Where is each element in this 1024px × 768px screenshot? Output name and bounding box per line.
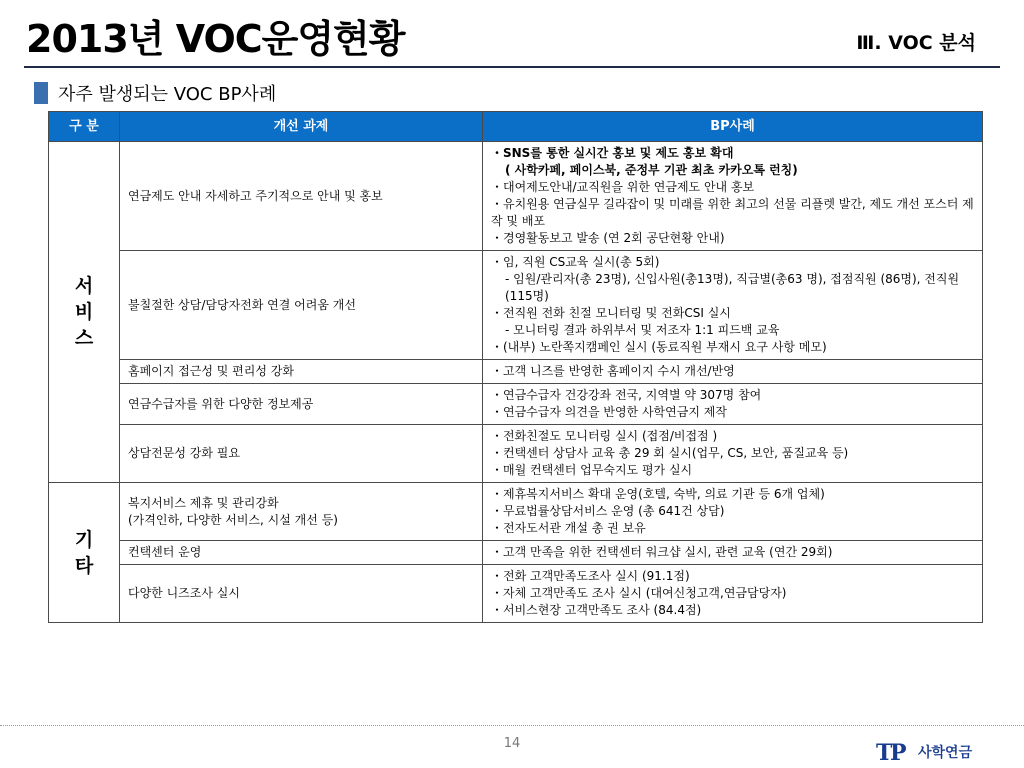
bp-line: ・전자도서관 개설 총 권 보유 — [491, 521, 646, 535]
task-line: 복지서비스 제휴 및 관리강화 — [128, 495, 279, 510]
category-cell — [49, 483, 120, 623]
category-char: 서 — [74, 275, 94, 297]
voc-bp-table — [48, 111, 983, 623]
bullet-square-icon — [34, 82, 48, 104]
bp-cell — [483, 251, 983, 360]
title-divider — [24, 66, 1000, 68]
bp-line: ・제휴복지서비스 확대 운영(호텔, 숙박, 의료 기관 등 6개 업체) — [491, 487, 825, 501]
category-char: 스 — [74, 327, 94, 349]
bp-line: ・연금수급자 의견을 반영한 사학연금지 제작 — [491, 405, 727, 419]
bp-line: ・전직원 전화 친절 모니터링 및 전화CSI 실시 — [491, 306, 731, 320]
bp-line: - 임원/관리자(총 23명), 신입사원(총13명), 직급별(총63 명), 접점직원 (86명), 전직원(115명) — [505, 272, 960, 303]
bp-line: ・매월 컨택센터 업무숙지도 평가 실시 — [491, 463, 693, 477]
bp-cell — [483, 384, 983, 425]
bp-cell — [483, 483, 983, 541]
bp-line: ・고객 니즈를 반영한 홈페이지 수시 개선/반영 — [491, 364, 735, 378]
subheading-text: 자주 발생되는 VOC BP사례 — [58, 84, 277, 105]
table-row — [49, 541, 983, 565]
bp-cell — [483, 142, 983, 251]
table-row — [49, 251, 983, 360]
footer-divider — [0, 725, 1024, 726]
header-task: 개선 과제 — [120, 112, 483, 142]
table-row — [49, 384, 983, 425]
bp-line: ・유치원용 연금실무 길라잡이 및 미래를 위한 최고의 선물 리플렛 발간, 제도 개선 포스터 제작 및 배포 — [491, 197, 974, 228]
table-row — [49, 483, 983, 541]
task-cell: 연금제도 안내 자세하고 주기적으로 안내 및 홍보 — [120, 142, 483, 251]
task-cell: 홈페이지 접근성 및 편리성 강화 — [120, 360, 483, 384]
bp-line: ・자체 고객만족도 조사 실시 (대여신청고객,연금담당자) — [491, 586, 787, 600]
bp-cell — [483, 565, 983, 623]
task-cell: 연금수급자를 위한 다양한 정보제공 — [120, 384, 483, 425]
tp-logo-icon: T P — [876, 740, 907, 766]
bp-line: ・대여제도안내/교직원을 위한 연금제도 안내 홍보 — [491, 180, 755, 194]
bp-line: ・연금수급자 건강강좌 전국, 지역별 약 307명 참여 — [491, 388, 762, 402]
bp-cell — [483, 425, 983, 483]
table-header-row — [49, 112, 983, 142]
section-label: Ⅲ. VOC 분석 — [856, 32, 976, 54]
task-cell: 다양한 니즈조사 실시 — [120, 565, 483, 623]
logo-text: 사학연금 — [918, 745, 973, 761]
category-cell — [49, 142, 120, 483]
page-title: 2013년 VOC운영현황 — [26, 17, 405, 61]
bp-line: ・경영활동보고 발송 (연 2회 공단현황 안내) — [491, 231, 725, 245]
header-category: 구 분 — [49, 112, 120, 142]
page-number: 14 — [503, 736, 521, 751]
bp-cell — [483, 360, 983, 384]
task-cell — [120, 483, 483, 541]
table-row — [49, 142, 983, 251]
bp-line: ・SNS를 통한 실시간 홍보 및 제도 홍보 확대 — [491, 146, 734, 160]
bp-line: ・(내부) 노란쪽지캠페인 실시 (동료직원 부재시 요구 사항 메모) — [491, 340, 827, 354]
bp-line: ・전화 고객만족도조사 실시 (91.1점) — [491, 569, 690, 583]
task-cell: 컨택센터 운영 — [120, 541, 483, 565]
bp-line: ・고객 만족을 위한 컨택센터 워크샵 실시, 관련 교육 (연간 29회) — [491, 545, 833, 559]
bp-line: ・컨택센터 상담사 교육 총 29 회 실시(업무, CS, 보안, 품질교육 등) — [491, 446, 849, 460]
bp-line: - 모니터링 결과 하위부서 및 저조자 1:1 피드백 교육 — [505, 323, 780, 337]
bp-line: ( 사학카페, 페이스북, 준정부 기관 최초 카카오톡 런칭) — [505, 163, 798, 177]
table-row — [49, 565, 983, 623]
task-cell: 상담전문성 강화 필요 — [120, 425, 483, 483]
table-row — [49, 425, 983, 483]
table-row — [49, 360, 983, 384]
table-body — [49, 142, 983, 623]
bp-line: ・서비스현장 고객만족도 조사 (84.4점) — [491, 603, 702, 617]
category-char: 타 — [74, 554, 94, 577]
task-line: (가격인하, 다양한 서비스, 시설 개선 등) — [128, 512, 338, 527]
category-char: 기 — [74, 528, 94, 551]
bp-line: ・무료법률상담서비스 운영 (총 641건 상담) — [491, 504, 725, 518]
bp-cell — [483, 541, 983, 565]
header-bp: BP사례 — [483, 112, 983, 142]
bp-line: ・전화친절도 모니터링 실시 (접점/비접점 ) — [491, 429, 718, 443]
bp-line: ・임, 직원 CS교육 실시(총 5회) — [491, 255, 660, 269]
subheading — [34, 80, 276, 106]
category-char: 비 — [74, 301, 94, 323]
task-cell: 불칠절한 상담/담당자전화 연결 어려움 개선 — [120, 251, 483, 360]
logo — [876, 740, 972, 764]
